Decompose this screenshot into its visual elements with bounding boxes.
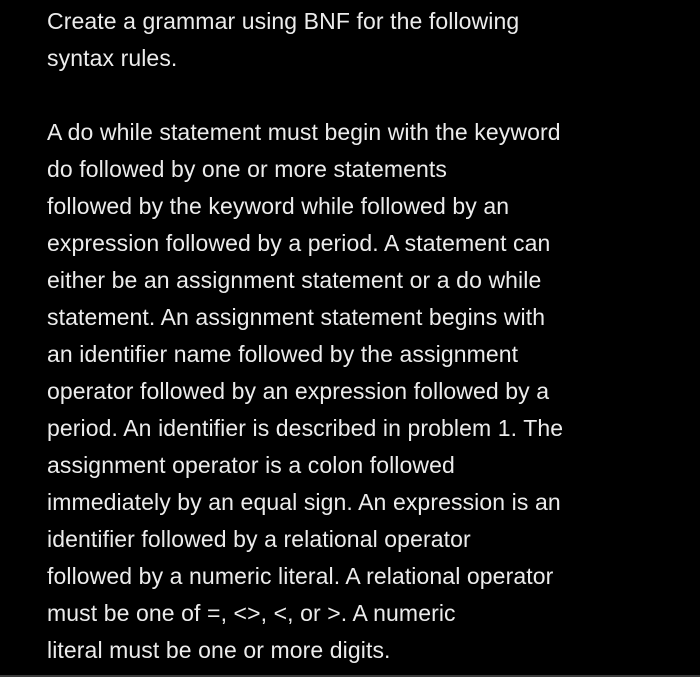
intro-line: syntax rules.: [47, 45, 178, 71]
body-line: identifier followed by a relational operator: [47, 526, 471, 552]
body-line: followed by a numeric literal. A relational operator: [47, 563, 554, 589]
body-line: either be an assignment statement or a do while: [47, 267, 542, 293]
body-line: immediately by an equal sign. An expression is an: [47, 489, 561, 515]
body-line: assignment operator is a colon followed: [47, 452, 455, 478]
body-line: literal must be one or more digits.: [47, 637, 391, 663]
body-line: must be one of =, <>, <, or >. A numeric: [47, 600, 456, 626]
body-line: an identifier name followed by the assignment: [47, 341, 519, 367]
body-line: expression followed by a period. A statement can: [47, 230, 551, 256]
paragraph-gap: [47, 77, 697, 114]
body-line: followed by the keyword while followed by an: [47, 193, 510, 219]
body-line: do followed by one or more statements: [47, 156, 448, 182]
body-line: operator followed by an expression followed by a: [47, 378, 550, 404]
body-line: A do while statement must begin with the keyword: [47, 119, 561, 145]
intro-line: Create a grammar using BNF for the following: [47, 8, 520, 34]
body-line: statement. An assignment statement begins with: [47, 304, 546, 330]
body-line: period. An identifier is described in problem 1. The: [47, 415, 564, 441]
document-text: [47, 3, 697, 669]
